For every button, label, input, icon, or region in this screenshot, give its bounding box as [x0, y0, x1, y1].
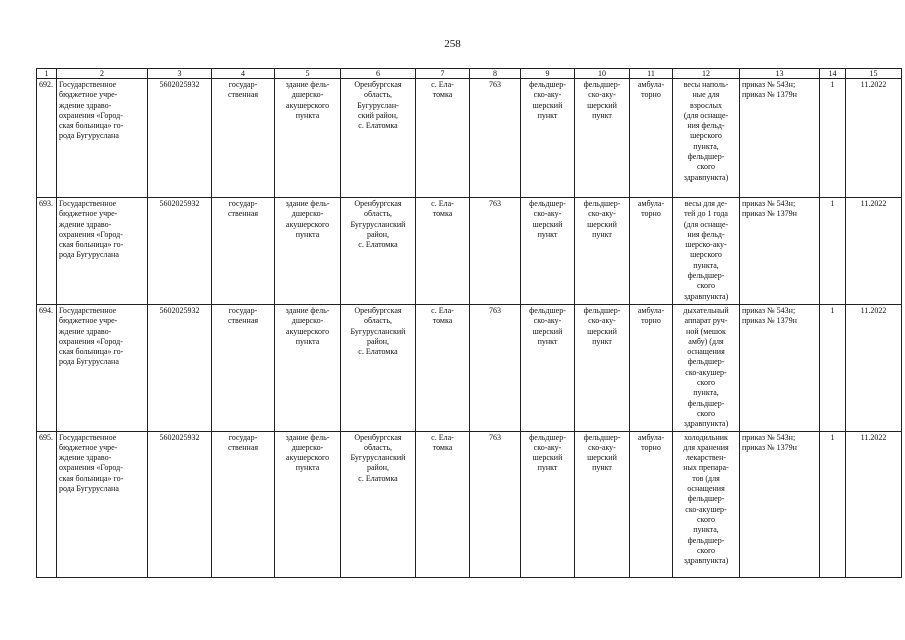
column-header: 9 [521, 69, 575, 79]
regulation-order: приказ № 543н; приказ № 1379н [740, 79, 820, 198]
equipment: весы наполь- ные для взрослых (для оснаще- ния фельд- шерского пункта, фельдшер- ского здравпункта) [673, 79, 740, 198]
equipment: холодильник для хранения лекарствен- ных препара- тов (для оснащения фельдшер- ско-акушер- ского пункта, фельдшер- ского здравпункта) [673, 431, 740, 577]
column-header: 11 [630, 69, 673, 79]
building-type: здание фель- дшерско- акушерского пункта [275, 198, 341, 305]
building-type: здание фель- дшерско- акушерского пункта [275, 305, 341, 432]
date: 11.2022 [846, 431, 902, 577]
regulation-order: приказ № 543н; приказ № 1379н [740, 431, 820, 577]
settlement: с. Ела- томка [416, 198, 470, 305]
table-row [37, 198, 902, 305]
column-header: 12 [673, 69, 740, 79]
equipment-registry-table [36, 68, 902, 578]
column-header: 3 [148, 69, 212, 79]
building-type: здание фель- дшерско- акушерского пункта [275, 79, 341, 198]
settlement: с. Ела- томка [416, 79, 470, 198]
column-header: 2 [57, 69, 148, 79]
column-header: 10 [575, 69, 630, 79]
unit-type: фельдшер- ско-аку- шерский пункт [521, 305, 575, 432]
column-header: 14 [820, 69, 846, 79]
ownership-form: государ- ственная [212, 305, 275, 432]
quantity: 1 [820, 305, 846, 432]
column-number-row [37, 69, 902, 79]
unit-name: фельдшер- ско-аку- шерский пункт [575, 431, 630, 577]
code: 763 [470, 198, 521, 305]
quantity: 1 [820, 198, 846, 305]
inn: 5602025932 [148, 79, 212, 198]
address: Оренбургская область, Бугурусланский район, с. Елатомка [341, 431, 416, 577]
date: 11.2022 [846, 79, 902, 198]
quantity: 1 [820, 431, 846, 577]
row-number: 695. [37, 431, 57, 577]
address: Оренбургская область, Бугурусланский район, с. Елатомка [341, 198, 416, 305]
regulation-order: приказ № 543н; приказ № 1379н [740, 305, 820, 432]
care-condition: амбула- торно [630, 305, 673, 432]
column-header: 5 [275, 69, 341, 79]
address: Оренбургская область, Бугуруслан- ский район, с. Елатомка [341, 79, 416, 198]
column-header: 1 [37, 69, 57, 79]
unit-type: фельдшер- ско-аку- шерский пункт [521, 198, 575, 305]
institution-name: Государственное бюджетное учре- ждение здраво- охранения «Город- ская больница» го- рода Бугуруслана [57, 79, 148, 198]
date: 11.2022 [846, 305, 902, 432]
address: Оренбургская область, Бугурусланский район, с. Елатомка [341, 305, 416, 432]
table-row [37, 305, 902, 432]
settlement: с. Ела- томка [416, 431, 470, 577]
inn: 5602025932 [148, 198, 212, 305]
unit-name: фельдшер- ско-аку- шерский пункт [575, 198, 630, 305]
equipment: весы для де- тей до 1 года (для оснаще- ния фельд- шерско-аку- шерского пункта, фельдшер- ского здравпункта) [673, 198, 740, 305]
column-header: 15 [846, 69, 902, 79]
care-condition: амбула- торно [630, 198, 673, 305]
row-number: 692. [37, 79, 57, 198]
column-header: 4 [212, 69, 275, 79]
quantity: 1 [820, 79, 846, 198]
unit-type: фельдшер- ско-аку- шерский пункт [521, 79, 575, 198]
building-type: здание фель- дшерско- акушерского пункта [275, 431, 341, 577]
care-condition: амбула- торно [630, 431, 673, 577]
ownership-form: государ- ственная [212, 79, 275, 198]
ownership-form: государ- ственная [212, 198, 275, 305]
inn: 5602025932 [148, 431, 212, 577]
page-number: 258 [444, 38, 461, 50]
code: 763 [470, 431, 521, 577]
column-header: 13 [740, 69, 820, 79]
institution-name: Государственное бюджетное учре- ждение здраво- охранения «Город- ская больница» го- рода Бугуруслана [57, 198, 148, 305]
unit-type: фельдшер- ско-аку- шерский пункт [521, 431, 575, 577]
table-row [37, 431, 902, 577]
unit-name: фельдшер- ско-аку- шерский пункт [575, 79, 630, 198]
date: 11.2022 [846, 198, 902, 305]
regulation-order: приказ № 543н; приказ № 1379н [740, 198, 820, 305]
institution-name: Государственное бюджетное учре- ждение здраво- охранения «Город- ская больница» го- рода Бугуруслана [57, 305, 148, 432]
code: 763 [470, 305, 521, 432]
column-header: 6 [341, 69, 416, 79]
equipment: дыхательный аппарат руч- ной (мешок амбу) (для оснащения фельдшер- ско-акушер- ского пункта, фельдшер- ского здравпункта) [673, 305, 740, 432]
row-number: 693. [37, 198, 57, 305]
inn: 5602025932 [148, 305, 212, 432]
unit-name: фельдшер- ско-аку- шерский пункт [575, 305, 630, 432]
care-condition: амбула- торно [630, 79, 673, 198]
column-header: 7 [416, 69, 470, 79]
code: 763 [470, 79, 521, 198]
column-header: 8 [470, 69, 521, 79]
settlement: с. Ела- томка [416, 305, 470, 432]
row-number: 694. [37, 305, 57, 432]
institution-name: Государственное бюджетное учре- ждение здраво- охранения «Город- ская больница» го- рода Бугуруслана [57, 431, 148, 577]
ownership-form: государ- ственная [212, 431, 275, 577]
table-row [37, 79, 902, 198]
